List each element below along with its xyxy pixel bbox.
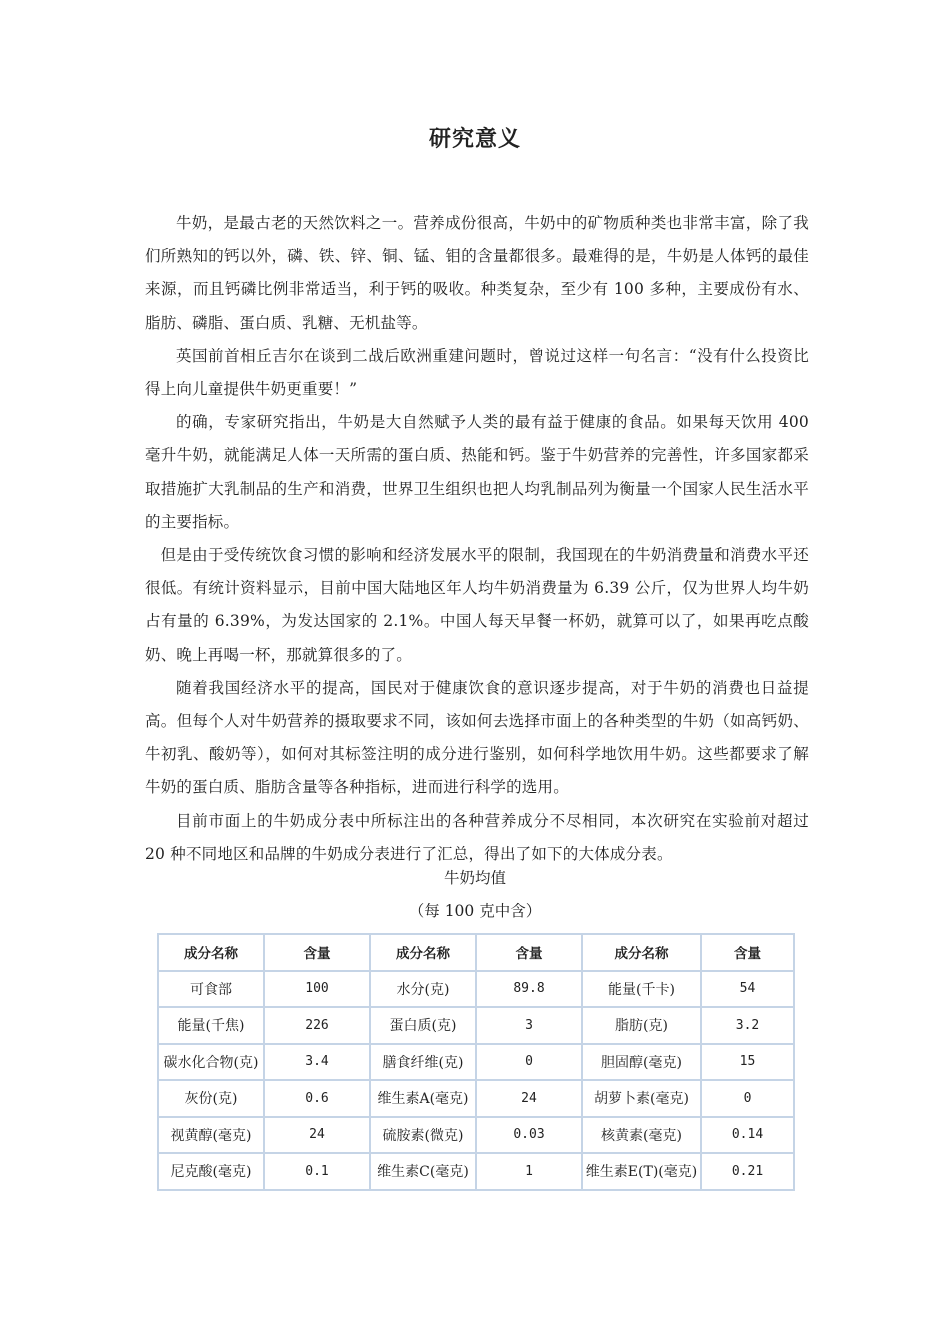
table-row [158,1080,794,1117]
table-cell: 胆固醇(毫克) [582,1044,701,1081]
table-header-cell: 成分名称 [582,934,701,971]
page-title: 研究意义 [428,126,521,152]
table-cell: 0.1 [264,1153,370,1190]
table-cell: 可食部 [158,971,264,1008]
paragraph: 英国前首相丘吉尔在谈到二战后欧洲重建问题时，曾说过这样一句名言：“没有什么投资比得上向儿童提供牛奶更重要！” [145,346,809,399]
table-cell: 能量(千卡) [582,971,701,1008]
table-cell: 54 [701,971,794,1008]
table-cell: 24 [476,1080,582,1117]
table-cell: 尼克酸(毫克) [158,1153,264,1190]
table-cell: 3 [476,1007,582,1044]
table-row [158,1044,794,1081]
table-cell: 0.21 [701,1153,794,1190]
paragraph: 随着我国经济水平的提高，国民对于健康饮食的意识逐步提高，对于牛奶的消费也日益提高。但每个人对牛奶营养的摄取要求不同，该如何去选择市面上的各种类型的牛奶（如高钙奶、牛初乳、酸奶等），如何对其标签注明的成分进行鉴别，如何科学地饮用牛奶。这些都要求了解牛奶的蛋白质、脂肪含量等各种指标，进而进行科学的选用。 [145,678,809,797]
table-cell: 3.2 [701,1007,794,1044]
table-cell: 维生素E(T)(毫克) [582,1153,701,1190]
table-cell: 胡萝卜素(毫克) [582,1080,701,1117]
table-cell: 1 [476,1153,582,1190]
paragraph: 目前市面上的牛奶成分表中所标注出的各种营养成分不尽相同，本次研究在实验前对超过 20 种不同地区和品牌的牛奶成分表进行了汇总，得出了如下的大体成分表。 [145,811,809,863]
table-cell: 0.6 [264,1080,370,1117]
body-text [145,207,809,871]
table-cell: 0 [476,1044,582,1081]
table-cell: 3.4 [264,1044,370,1081]
table-cell: 0 [701,1080,794,1117]
table-cell: 0.03 [476,1117,582,1154]
paragraph: 的确，专家研究指出，牛奶是大自然赋予人类的最有益于健康的食品。如果每天饮用 400 毫升牛奶，就能满足人体一天所需的蛋白质、热能和钙。鉴于牛奶营养的完善性，许多国家都采取措施扩大乳制品的生产和消费，世界卫生组织也把人均乳制品列为衡量一个国家人民生活水平的主要指标。 [145,413,809,531]
table-header-row [158,934,794,971]
table-cell: 核黄素(毫克) [582,1117,701,1154]
table-row [158,1007,794,1044]
table-cell: 维生素C(毫克) [370,1153,476,1190]
table-cell: 碳水化合物(克) [158,1044,264,1081]
table-row [158,1153,794,1190]
table-subcaption: （每 100 克中含） [408,902,542,920]
table-cell: 89.8 [476,971,582,1008]
table-cell: 视黄醇(毫克) [158,1117,264,1154]
table-header-cell: 含量 [264,934,370,971]
table-header-cell: 成分名称 [370,934,476,971]
table-cell: 脂肪(克) [582,1007,701,1044]
table-header-cell: 含量 [476,934,582,971]
table-cell: 226 [264,1007,370,1044]
table-row [158,971,794,1008]
table-cell: 水分(克) [370,971,476,1008]
table-cell: 能量(千焦) [158,1007,264,1044]
table-caption: 牛奶均值 [443,869,506,887]
table-header-cell: 含量 [701,934,794,971]
table-cell: 100 [264,971,370,1008]
table-header-cell: 成分名称 [158,934,264,971]
nutrition-table [157,933,795,1191]
table-cell: 15 [701,1044,794,1081]
table-cell: 灰份(克) [158,1080,264,1117]
table-row [158,1117,794,1154]
table-cell: 维生素A(毫克) [370,1080,476,1117]
table-cell: 硫胺素(微克) [370,1117,476,1154]
table-cell: 24 [264,1117,370,1154]
paragraph: 但是由于受传统饮食习惯的影响和经济发展水平的限制，我国现在的牛奶消费量和消费水平还很低。有统计资料显示，目前中国大陆地区年人均牛奶消费量为 6.39 公斤，仅为世界人均牛奶占有量的 6.39%，为发达国家的 2.1%。中国人每天早餐一杯奶，就算可以了，如果再吃点酸奶、晚上再喝一杯，那就算很多的了。 [145,546,809,664]
table-cell: 0.14 [701,1117,794,1154]
paragraph: 牛奶，是最古老的天然饮料之一。营养成份很高，牛奶中的矿物质种类也非常丰富，除了我们所熟知的钙以外，磷、铁、锌、铜、锰、钼的含量都很多。最难得的是，牛奶是人体钙的最佳来源，而且钙磷比例非常适当，利于钙的吸收。种类复杂，至少有 100 多种，主要成份有水、脂肪、磷脂、蛋白质、乳糖、无机盐等。 [145,214,809,332]
table-cell: 蛋白质(克) [370,1007,476,1044]
table-cell: 膳食纤维(克) [370,1044,476,1081]
